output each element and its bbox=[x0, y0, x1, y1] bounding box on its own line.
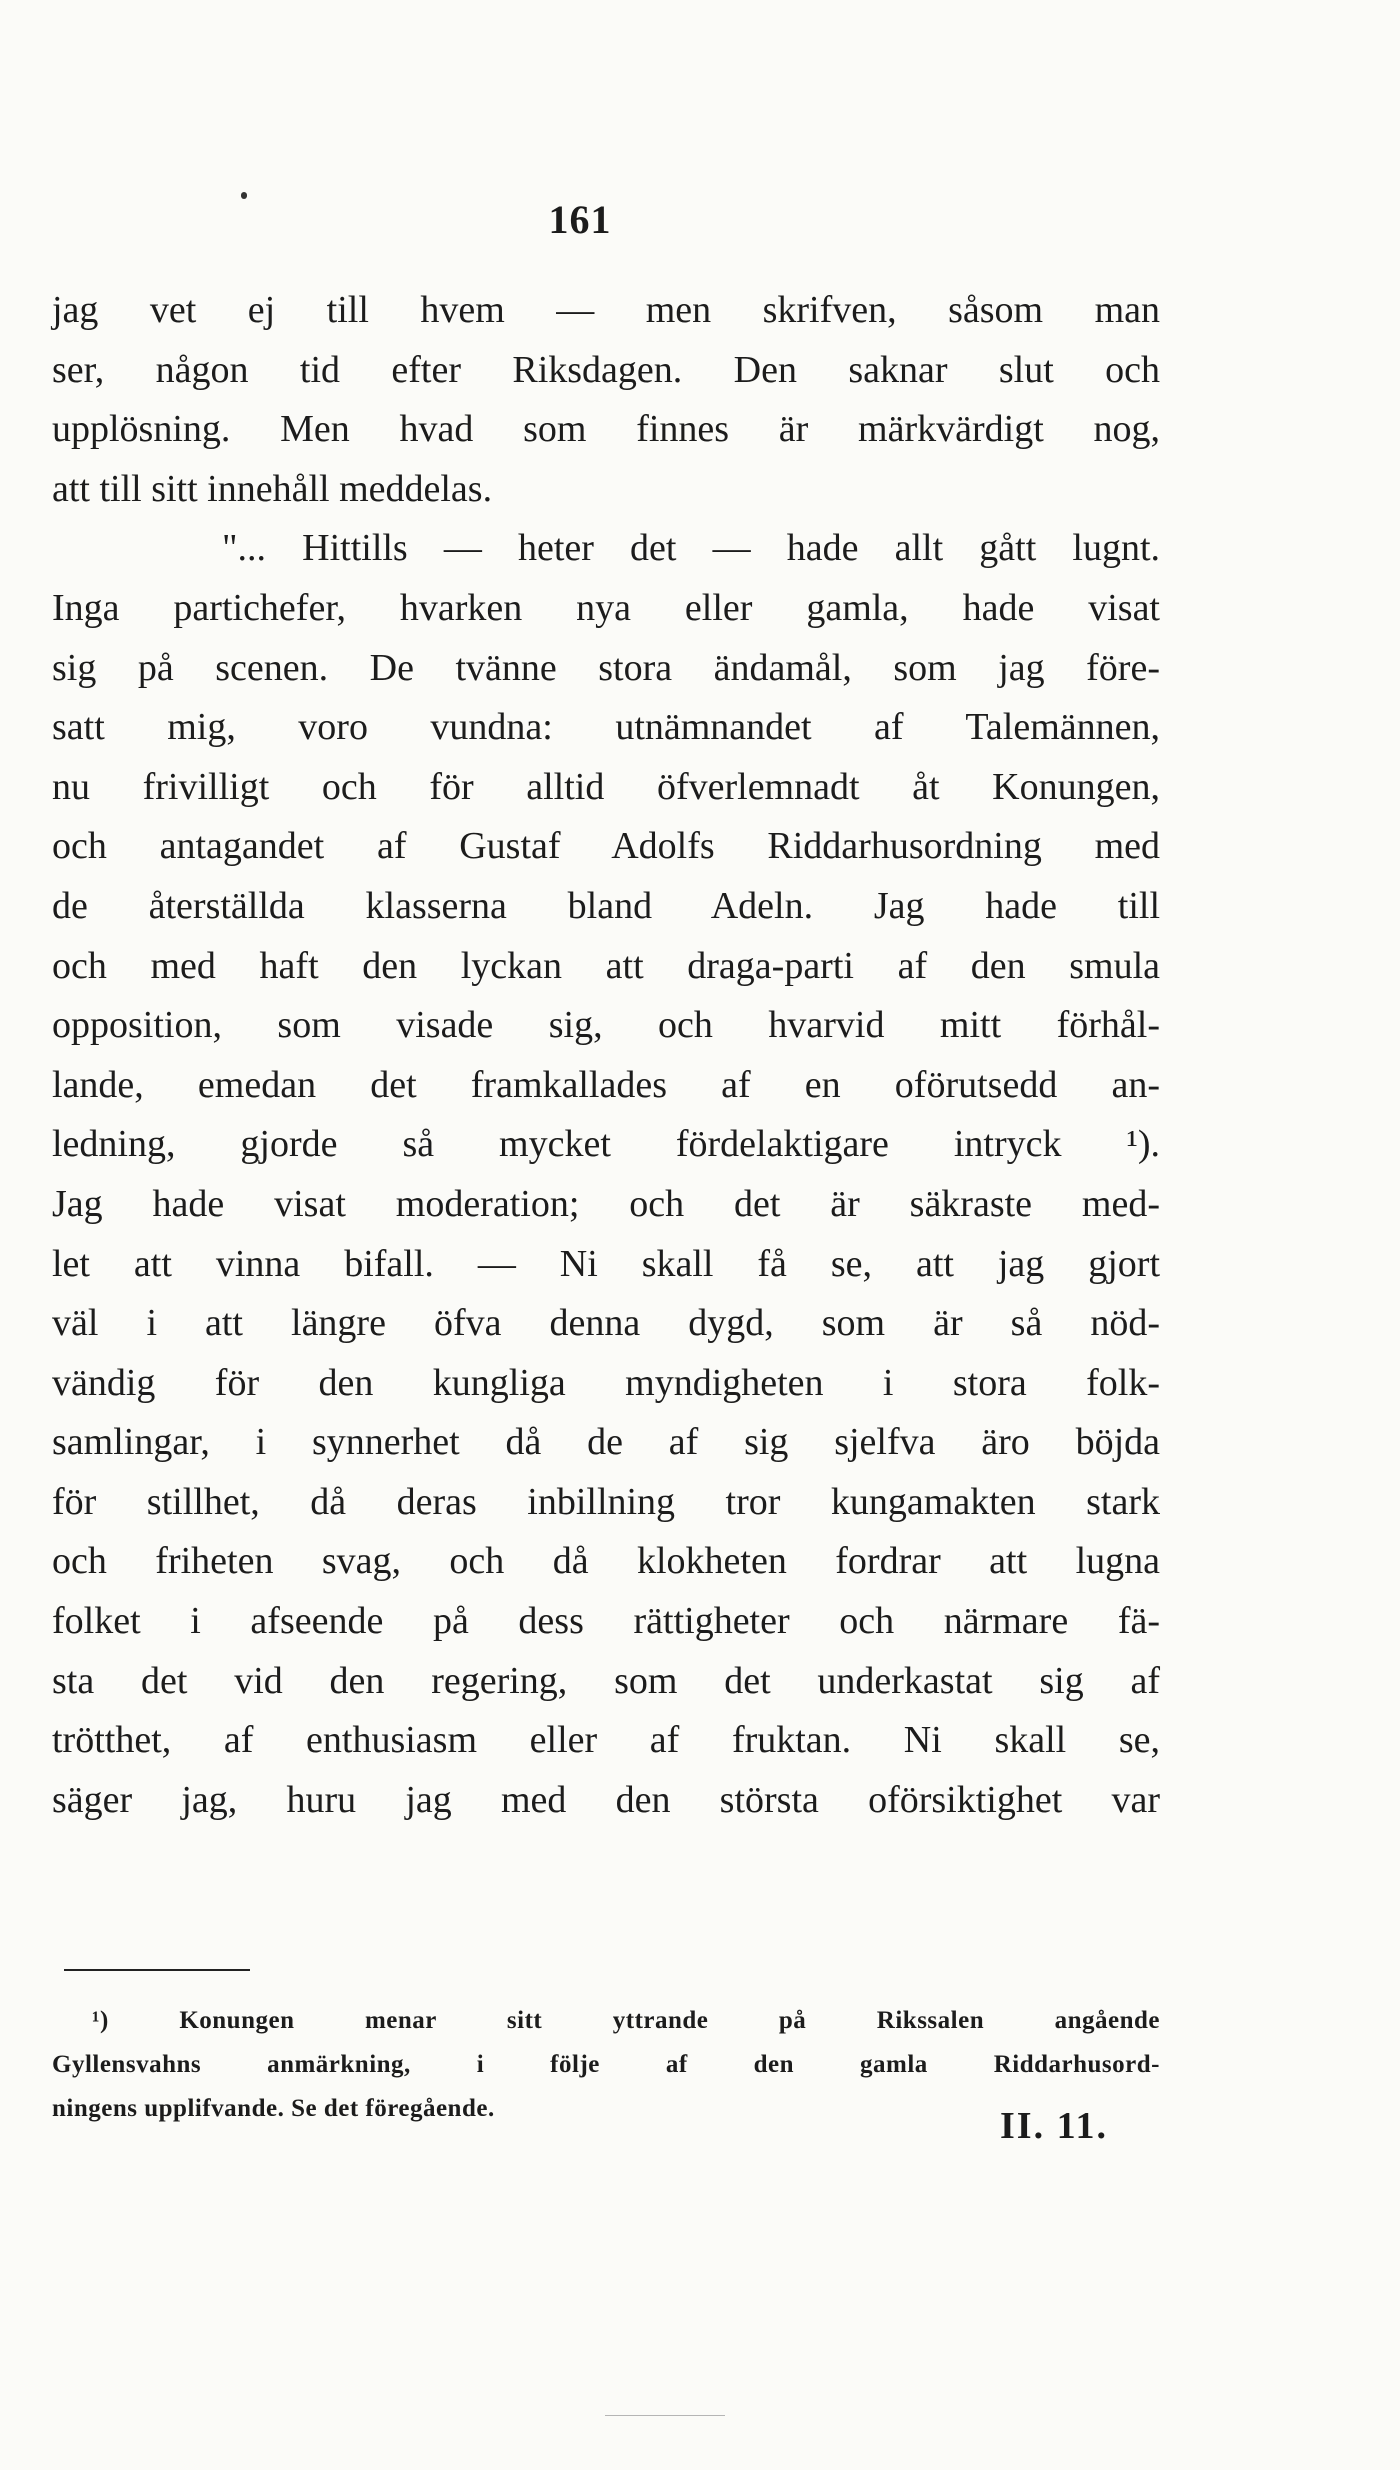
body-line: och antagandet af Gustaf Adolfs Riddarhusordning med bbox=[52, 825, 1160, 868]
footnote-line: Gyllensvahns anmärkning, i följe af den gamla Riddarhusord- bbox=[52, 2051, 1160, 2078]
body-line: samlingar, i synnerhet då de af sig sjelfva äro böjda bbox=[52, 1421, 1160, 1464]
body-line: de återställda klasserna bland Adeln. Jag hade till bbox=[52, 884, 1160, 927]
body-line: jag vet ej till hvem — men skrifven, såsom man bbox=[52, 289, 1160, 331]
body-line: upplösning. Men hvad som finnes är märkvärdigt nog, bbox=[52, 408, 1160, 451]
body-line: opposition, som visade sig, och hvarvid mitt förhål- bbox=[52, 1004, 1160, 1047]
body-line: trötthet, af enthusiasm eller af fruktan. Ni skall se, bbox=[52, 1719, 1160, 1762]
body-line: folket i afseende på dess rättigheter och närmare fä- bbox=[52, 1600, 1160, 1643]
body-line: för stillhet, då deras inbillning tror kungamakten stark bbox=[52, 1480, 1160, 1523]
body-line: säger jag, huru jag med den största oförsiktighet var bbox=[52, 1778, 1160, 1821]
signature-mark: II. 11. bbox=[1000, 2105, 1108, 2147]
bottom-margin-mark bbox=[605, 2415, 725, 2416]
footnote-line: ningens upplifvande. Se det föregående. bbox=[52, 2095, 495, 2122]
body-line: och med haft den lyckan att draga-parti af den smula bbox=[52, 944, 1160, 987]
body-line: ledning, gjorde så mycket fördelaktigare intryck ¹). bbox=[52, 1123, 1160, 1166]
body-line: sig på scenen. De tvänne stora ändamål, som jag före- bbox=[52, 646, 1160, 689]
body-line: Jag hade visat moderation; och det är säkraste med- bbox=[52, 1182, 1160, 1225]
footnote-line: ¹) Konungen menar sitt yttrande på Rikssalen angående bbox=[92, 2007, 1160, 2034]
body-line: vändig för den kungliga myndigheten i stora folk- bbox=[52, 1361, 1160, 1404]
body-line: "... Hittills — heter det — hade allt gått lugnt. bbox=[222, 527, 1160, 570]
body-line: att till sitt innehåll meddelas. bbox=[52, 467, 493, 510]
body-line: satt mig, voro vundna: utnämnandet af Talemännen, bbox=[52, 706, 1160, 749]
footnote-rule bbox=[64, 1969, 250, 1971]
footnote bbox=[52, 1999, 1160, 2131]
page-number: 161 bbox=[548, 197, 612, 242]
body-line: väl i att längre öfva denna dygd, som är så nöd- bbox=[52, 1302, 1160, 1345]
body-line: Inga partichefer, hvarken nya eller gamla, hade visat bbox=[52, 586, 1160, 629]
body-line: lande, emedan det framkallades af en oförutsedd an- bbox=[52, 1063, 1160, 1106]
body-text bbox=[52, 281, 1160, 1830]
body-line: nu frivilligt och för alltid öfverlemnadt åt Konungen, bbox=[52, 765, 1160, 808]
body-line: sta det vid den regering, som det underkastat sig af bbox=[52, 1659, 1160, 1702]
body-line: och friheten svag, och då klokheten fordrar att lugna bbox=[52, 1540, 1160, 1583]
body-line: let att vinna bifall. — Ni skall få se, att jag gjort bbox=[52, 1242, 1160, 1285]
body-line: ser, någon tid efter Riksdagen. Den saknar slut och bbox=[52, 348, 1160, 391]
